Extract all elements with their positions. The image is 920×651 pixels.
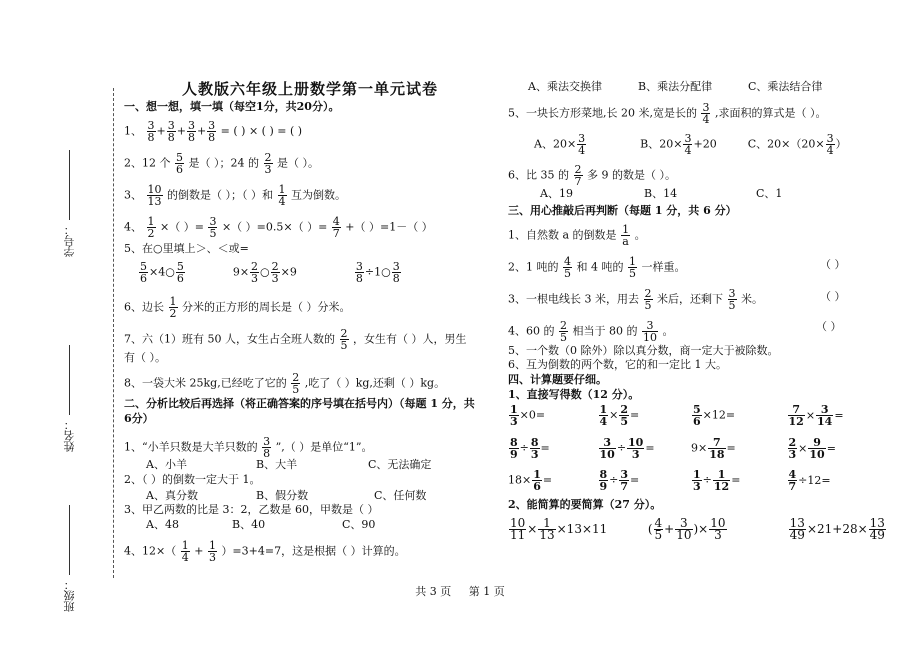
judge-2-answer[interactable]: （ ） [820,258,846,271]
section-4-2-heading: 2、能简算的要简算（27 分）。 [508,498,662,511]
question-4: 4、 $\frac{1}{2}$ ×（ ）= $\frac{3}{5}$ ×（ ）=0.5×（ ）= $\frac{4}{7}$ +（ ）=1－（ ） [124,215,433,240]
choice-3: 3、甲乙两数的比是 3：2，乙数是 60，甲数是（ ） [124,503,379,516]
question-2: 2、12 个 $\frac{5}{6}$ 是（ ）；24 的 $\frac{2}{3}$ 是（ ）。 [124,151,319,176]
judge-4: 4、60 的 $\frac{2}{5}$ 相当于 80 的 $\frac{3}{10}$ 。 [508,319,674,344]
student-id-label: 学号： [62,150,78,257]
question-3: 3、 $\frac{10}{13}$ 的倒数是（ ）；（ ）和 $\frac{1}{4}$ 互为倒数。 [124,183,346,208]
judge-3: 3、一根电线长 3 米，用去 $\frac{2}{5}$ 米后，还剩下 $\frac{3}{5}$ 米。 [508,287,763,312]
calc-row-2: $\frac{8}{9}$ ÷ $\frac{8}{3}$ = $\frac{3}{10}$ ÷ $\frac{10}{3}$ = 9× $\frac{7}{18}$ = $\frac{2}{3}$ × $\frac{9}{10}$ = [510,436,836,461]
name-label: 姓名： [62,345,78,452]
simplify-row: $\frac{10}{11}$ × $\frac{1}{13}$ ×13×11 ( $\frac{4}{5}$ + $\frac{3}{10}$ )× $\frac{10}{3}$ $\frac{13}{49}$ ×21+28× $\frac{13}{49}$ [510,516,885,542]
choice-6: 6、比 35 的 $\frac{2}{7}$ 多 9 的数是（ ）。 [508,163,676,188]
judge-6: 6、互为倒数的两个数，它的和一定比 1 大。 [508,358,727,371]
choice-4: 4、12×（ $\frac{1}{4}$ + $\frac{1}{3}$ ）=3+4=7，这是根据（ ）计算的。 [124,539,406,564]
judge-3-answer[interactable]: （ ） [820,290,846,303]
calc-row-1: $\frac{1}{3}$ ×0= $\frac{1}{4}$ × $\frac{2}{5}$ = $\frac{5}{6}$ ×12= $\frac{7}{12}$ × $\frac{3}{14}$ = [510,403,844,428]
binding-line [113,88,114,578]
choice-2-options: A、真分数 B、假分数 C、任何数 [146,489,427,502]
question-6: 6、边长 $\frac{1}{2}$ 分米的正方形的周长是（ ）分米。 [124,295,351,320]
judge-2: 2、1 吨的 $\frac{4}{5}$ 和 4 吨的 $\frac{1}{5}$ 一样重。 [508,255,686,280]
calc-row-3: 18× $\frac{1}{6}$ = $\frac{8}{9}$ ÷ $\frac{3}{7}$ = $\frac{1}{3}$ ÷ $\frac{1}{12}$ = $\frac{4}{7}$ ÷12= [508,468,831,493]
section-4-1-heading: 1、直接写得数（12 分）。 [508,388,640,401]
choice-1: 1、“小羊只数是大羊只数的 $\frac{3}{8}$ ”,（ ）是单位“1”。 [124,435,373,460]
section-2-heading-cont: 6分） [124,412,154,425]
choice-5-options: A、20× $\frac{3}{4}$ B、20× $\frac{3}{4}$ +20 C、20×（20× $\frac{3}{4}$ ） [534,132,847,157]
section-2-heading: 二、分析比较后再选择（将正确答案的序号填在括号内）（每题 1 分，共 [124,397,475,410]
question-7-cont: 有（ ）。 [124,351,166,364]
choice-5: 5、一块长方形菜地,长 20 米,宽是长的 $\frac{3}{4}$ ,求面积的算式是（ ）。 [508,101,827,126]
choice-2: 2、（ ）的倒数一定大于 1。 [124,473,261,486]
choice-1-options: A、小羊 B、大羊 C、无法确定 [146,458,432,471]
section-1-heading: 一、想一想，填一填（每空1分，共20分）。 [124,100,340,113]
judge-4-answer[interactable]: （ ） [816,320,842,333]
section-3-heading: 三、用心推敲后再判断（每题 1 分，共 6 分） [508,204,737,217]
question-5-items: $\frac{5}{6}$ ×4○ $\frac{5}{6}$ 9× $\frac{2}{3}$ ○ $\frac{2}{3}$ ×9 $\frac{3}{8}$ ÷1○ $\frac{3}{8}$ [140,260,400,285]
question-7: 7、六（1）班有 50 人，女生占全班人数的 $\frac{2}{5}$ ，女生有（ ）人，男生 [124,327,467,352]
class-label: 班级： [62,505,78,612]
choice-3-options: A、48 B、40 C、90 [146,518,376,531]
section-4-heading: 四、计算题要仔细。 [508,373,607,386]
choice-4-options: A、乘法交换律 B、乘法分配律 C、乘法结合律 [528,80,823,93]
page-title: 人教版六年级上册数学第一单元试卷 [182,80,439,98]
judge-5: 5、一个数（0 除外）除以真分数，商一定大于被除数。 [508,344,779,357]
question-5: 5、在○里填上＞、＜或= [124,242,249,255]
choice-6-options: A、19 B、14 C、1 [540,187,783,200]
page-footer: 共 3 页 第 1 页 [415,585,505,598]
judge-1: 1、自然数 a 的倒数是 $\frac{1}{a}$ 。 [508,223,646,248]
question-1: 1、 $\frac{3}{8}$ + $\frac{3}{8}$ + $\frac{3}{8}$ + $\frac{3}{8}$ = ( ) × ( ) = ( ) [124,119,303,144]
question-8: 8、一袋大米 25kg,已经吃了它的 $\frac{2}{5}$ ,吃了（ ）kg,还剩（ ）kg。 [124,371,446,396]
